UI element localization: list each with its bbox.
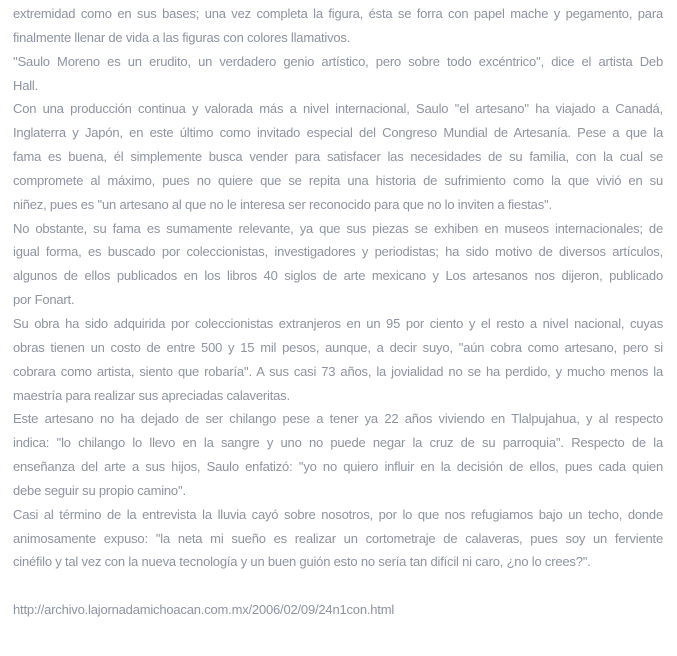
- article-line: igual forma, es buscado por coleccionistas, investigadores y periodistas; ha sido motivo de diversos artículos,: [13, 244, 663, 260]
- article-line: Con una producción continua y valorada más a nivel internacional, Saulo ''el artesano'' ha viajado a Canadá,: [13, 101, 663, 117]
- article-line: niñez, pues es ''un artesano al que no le interesa ser reconocido para que no lo inviten a fiestas''.: [13, 196, 552, 212]
- article-line: ''Saulo Moreno es un erudito, un verdadero genio artístico, pero sobre todo excéntrico'', dice el artista Deb: [13, 53, 663, 69]
- article-line: animosamente expuso: ''la neta mi sueño es realizar un cortometraje de calaveras, pues soy un ferviente: [13, 530, 663, 546]
- article-line: enseñanza del arte a sus hijos, Saulo enfatizó: ''yo no quiero influir en la decisión de ellos, pues cada quien: [13, 459, 663, 475]
- article-line: extremidad como en sus bases; una vez completa la figura, ésta se forra con papel mache y pegamento, para: [13, 6, 663, 21]
- source-url: http://archivo.lajornadamichoacan.com.mx/2006/02/09/24n1con.html: [13, 602, 395, 618]
- article-line: obras tienen un costo de entre 500 y 15 mil pesos, aunque, a decir suyo, ''aún cobra como artesano, pero si: [13, 339, 663, 355]
- article-line: indica: ''lo chilango lo llevo en la sangre y uno no puede negar la cruz de su parroquia''. Respecto de la: [13, 435, 663, 451]
- article-line: No obstante, su fama es sumamente relevante, ya que sus piezas se exhiben en museos internacionales; de: [13, 220, 663, 236]
- article-line: compromete al máximo, pues no quiere que se repita una historia de sufrimiento como la que vivió en su: [13, 172, 663, 188]
- article-line: Su obra ha sido adquirida por coleccionistas extranjeros en un 95 por ciento y el resto a nivel nacional, cuyas: [13, 315, 663, 331]
- article-text: [13, 2, 663, 574]
- article-line: cinéfilo y tal vez con la nueva tecnología y un buen guión esto no sería tan difícil ni caro, ¿no lo crees?''.: [13, 554, 591, 570]
- article-line: debe seguir su propio camino''.: [13, 482, 186, 498]
- article-line: Hall.: [13, 77, 39, 93]
- article-line: cobrara como artista, siento que robaría''. A sus casi 73 años, la jovialidad no se ha perdido, y mucho menos la: [13, 363, 663, 379]
- article-line: fama es buena, él simplemente busca vender para satisfacer las necesidades de su familia, con la cual se: [13, 149, 663, 165]
- article-line: algunos de ellos publicados en los libros 40 siglos de arte mexicano y Los artesanos nos dijeron, publicado: [13, 268, 663, 284]
- article-line: maestría para realizar sus apreciadas calaveritas.: [13, 387, 290, 403]
- article-line: Inglaterra y Japón, en este último como invitado especial del Congreso Mundial de Artesanía. Pese a que la: [13, 125, 663, 141]
- article-line: Casi al término de la entrevista la lluvia cayó sobre nosotros, por lo que nos refugiamos bajo un techo, donde: [13, 506, 663, 522]
- article-line: Este artesano no ha dejado de ser chilango pese a tener ya 22 años viviendo en Tlalpujahua, y al respecto: [13, 411, 663, 427]
- article-line: finalmente llenar de vida a las figuras con colores llamativos.: [13, 29, 351, 45]
- article-line: por Fonart.: [13, 292, 75, 308]
